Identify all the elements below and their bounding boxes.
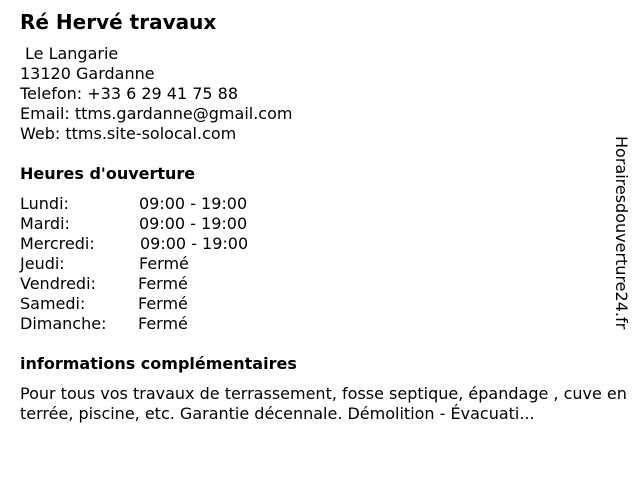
day-label: Dimanche: <box>20 314 107 333</box>
address-block <box>20 44 292 144</box>
website: Web: ttms.site-solocal.com <box>20 124 237 143</box>
brand-vertical-text: Horairesdouverture24.fr <box>612 136 631 330</box>
business-name: Ré Hervé travaux <box>20 10 217 34</box>
city-postal: 13120 Gardanne <box>20 64 155 83</box>
day-label: Mercredi: <box>20 234 95 253</box>
day-label: Vendredi: <box>20 274 96 293</box>
info-heading: informations complémentaires <box>20 354 297 373</box>
time-value: Fermé <box>139 254 189 273</box>
phone-number: Telefon: +33 6 29 41 75 88 <box>20 84 239 103</box>
info-description: Pour tous vos travaux de terrassement, fosse septique, épandage , cuve enterrée, piscine, etc. Garantie décennale. Démolition - Évacuati... <box>20 384 627 423</box>
hours-heading: Heures d'ouverture <box>20 164 196 183</box>
day-label: Mardi: <box>20 214 70 233</box>
street-address: Le Langarie <box>25 44 119 63</box>
day-label: Samedi: <box>20 294 86 313</box>
time-value: 09:00 - 19:00 <box>139 214 248 233</box>
time-value: Fermé <box>138 314 188 333</box>
time-value: 09:00 - 19:00 <box>139 194 248 213</box>
day-label: Jeudi: <box>20 254 65 273</box>
day-label: Lundi: <box>20 194 69 213</box>
time-value: Fermé <box>138 274 188 293</box>
time-value: 09:00 - 19:00 <box>140 234 249 253</box>
time-value: Fermé <box>138 294 188 313</box>
email-address: Email: ttms.gardanne@gmail.com <box>20 104 293 123</box>
